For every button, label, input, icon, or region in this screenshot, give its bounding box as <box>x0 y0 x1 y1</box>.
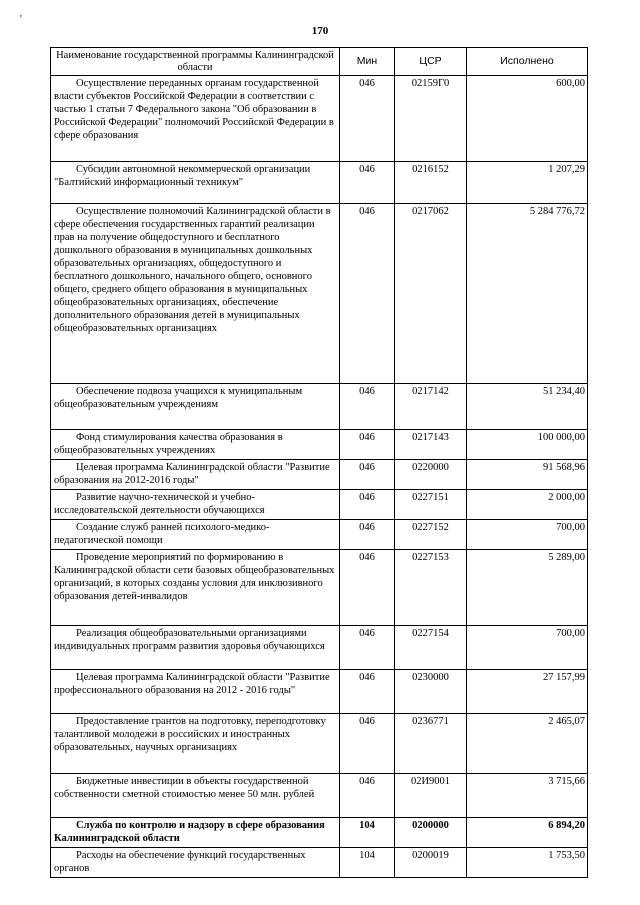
cell-name: Целевая программа Калининградской области "Развитие профессионального образования на 2012 - 2016 годы" <box>51 670 340 714</box>
cell-amount: 3 715,66 <box>467 774 588 818</box>
cell-amount: 700,00 <box>467 520 588 550</box>
cell-ministry: 046 <box>340 520 395 550</box>
corner-mark: ' <box>20 14 22 25</box>
cell-name: Обеспечение подвоза учащихся к муниципальным общеобразовательным учреждениям <box>51 384 340 430</box>
cell-ministry: 046 <box>340 714 395 774</box>
cell-amount: 2 000,00 <box>467 490 588 520</box>
table-row <box>51 774 588 818</box>
page-number: 170 <box>311 25 329 37</box>
cell-name: Бюджетные инвестиции в объекты государственной собственности сметной стоимостью менее 50 млн. рублей <box>51 774 340 818</box>
cell-name: Расходы на обеспечение функций государственных органов <box>51 848 340 878</box>
table-row <box>51 430 588 460</box>
cell-csr: 0200019 <box>395 848 467 878</box>
cell-ministry: 046 <box>340 774 395 818</box>
cell-amount: 27 157,99 <box>467 670 588 714</box>
cell-name: Целевая программа Калининградской области "Развитие образования на 2012-2016 годы" <box>51 460 340 490</box>
cell-amount: 1 207,29 <box>467 162 588 204</box>
cell-ministry: 046 <box>340 490 395 520</box>
cell-name: Создание служб ранней психолого-медико-педагогической помощи <box>51 520 340 550</box>
cell-name: Проведение мероприятий по формированию в Калининградской области сети базовых общеобразовательных организаций, в которых созданы условия для инклюзивного образования детей-инвалидов <box>51 550 340 626</box>
cell-csr: 0216152 <box>395 162 467 204</box>
cell-ministry: 046 <box>340 204 395 384</box>
cell-ministry: 046 <box>340 550 395 626</box>
cell-amount: 91 568,96 <box>467 460 588 490</box>
cell-name: Служба по контролю и надзору в сфере образования Калининградской области <box>51 818 340 848</box>
cell-csr: 02159Г0 <box>395 76 467 162</box>
cell-amount: 2 465,07 <box>467 714 588 774</box>
cell-ministry: 046 <box>340 162 395 204</box>
cell-ministry: 046 <box>340 430 395 460</box>
cell-csr: 0217062 <box>395 204 467 384</box>
cell-csr: 0227151 <box>395 490 467 520</box>
cell-ministry: 046 <box>340 460 395 490</box>
cell-csr: 0230000 <box>395 670 467 714</box>
cell-csr: 0227154 <box>395 626 467 670</box>
table-row <box>51 520 588 550</box>
header-executed: Исполнено <box>467 48 588 76</box>
table-row <box>51 550 588 626</box>
header-ministry: Мин <box>340 48 395 76</box>
cell-csr: 0236771 <box>395 714 467 774</box>
cell-name: Субсидии автономной некоммерческой организации "Балтийский информационный техникум" <box>51 162 340 204</box>
cell-name: Фонд стимулирования качества образования в общеобразовательных учреждениях <box>51 430 340 460</box>
cell-amount: 51 234,40 <box>467 384 588 430</box>
table-row <box>51 848 588 878</box>
cell-csr: 02И9001 <box>395 774 467 818</box>
header-name: Наименование государственной программы Калининградской области <box>51 48 340 76</box>
cell-name: Осуществление переданных органам государственной власти субъектов Российской Федерации в соответствии с частью 1 статьи 7 Федерального закона "Об образовании в Российской Федерации" полномочий Российской Федерации в сфере образования <box>51 76 340 162</box>
budget-table <box>50 47 588 878</box>
cell-amount: 100 000,00 <box>467 430 588 460</box>
cell-ministry: 104 <box>340 818 395 848</box>
table-row <box>51 670 588 714</box>
cell-csr: 0217142 <box>395 384 467 430</box>
cell-csr: 0227152 <box>395 520 467 550</box>
cell-amount: 700,00 <box>467 626 588 670</box>
table-row <box>51 204 588 384</box>
cell-csr: 0227153 <box>395 550 467 626</box>
cell-csr: 0217143 <box>395 430 467 460</box>
cell-amount: 5 284 776,72 <box>467 204 588 384</box>
cell-name: Предоставление грантов на подготовку, переподготовку талантливой молодежи в российских и иностранных образовательных, научных организациях <box>51 714 340 774</box>
cell-amount: 1 753,50 <box>467 848 588 878</box>
cell-name: Осуществление полномочий Калининградской области в сфере обеспечения государственных гарантий реализации прав на получение общедоступного и бесплатного дошкольного образования в муниципальных дошкольных образовательных организациях, общедоступного и бесплатного дошкольного, начального общего, основного общего, среднего общего образования в муниципальных общеобразовательных организациях, обеспечение дополнительного образования детей в муниципальных общеобразовательных организациях <box>51 204 340 384</box>
cell-amount: 600,00 <box>467 76 588 162</box>
cell-ministry: 046 <box>340 626 395 670</box>
table-row <box>51 162 588 204</box>
cell-ministry: 046 <box>340 384 395 430</box>
cell-csr: 0220000 <box>395 460 467 490</box>
cell-amount: 5 289,00 <box>467 550 588 626</box>
table-row <box>51 626 588 670</box>
table-row <box>51 460 588 490</box>
cell-ministry: 046 <box>340 670 395 714</box>
table-row <box>51 384 588 430</box>
header-csr: ЦСР <box>395 48 467 76</box>
cell-csr: 0200000 <box>395 818 467 848</box>
cell-ministry: 046 <box>340 76 395 162</box>
cell-amount: 6 894,20 <box>467 818 588 848</box>
cell-name: Реализация общеобразовательными организациями индивидуальных программ развития здоровья обучающихся <box>51 626 340 670</box>
table-row <box>51 490 588 520</box>
cell-ministry: 104 <box>340 848 395 878</box>
table-row <box>51 76 588 162</box>
cell-name: Развитие научно-технической и учебно-исследовательской деятельности обучающихся <box>51 490 340 520</box>
table-row <box>51 818 588 848</box>
table-row <box>51 714 588 774</box>
